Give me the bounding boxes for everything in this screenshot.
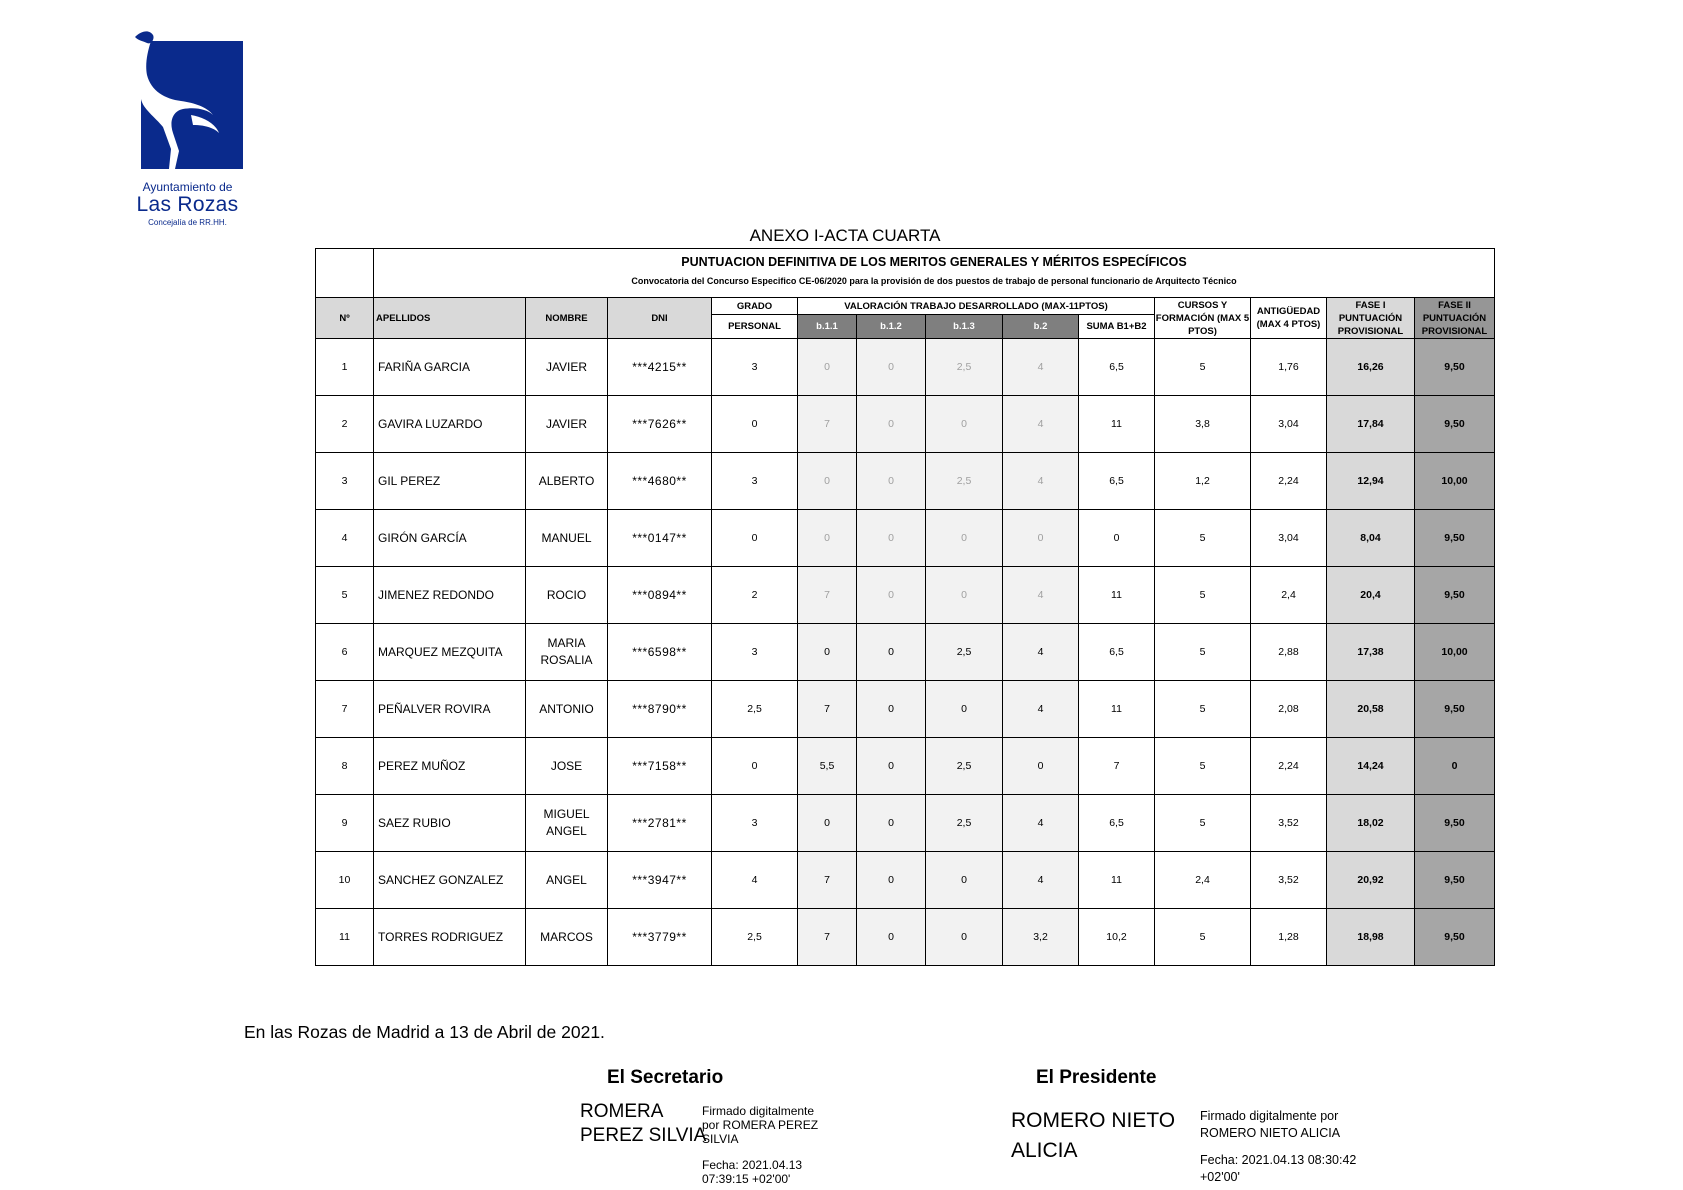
cell-b2: 4 <box>1003 852 1079 909</box>
cell-antiguedad: 2,4 <box>1251 567 1327 624</box>
cell-fase1: 18,02 <box>1327 795 1415 852</box>
header-antiguedad: ANTIGÜEDAD (MAX 4 PTOS) <box>1251 298 1327 339</box>
cell-b13: 2,5 <box>926 624 1003 681</box>
president-note-line-1: Firmado digitalmente por <box>1200 1109 1339 1123</box>
cell-fase1: 20,58 <box>1327 681 1415 738</box>
cell-fase1: 14,24 <box>1327 738 1415 795</box>
cell-b13: 2,5 <box>926 453 1003 510</box>
cell-fase2: 9,50 <box>1415 396 1495 453</box>
cell-personal: 0 <box>712 738 798 795</box>
header-valoracion: VALORACIÓN TRABAJO DESARROLLADO (MAX-11PTOS) <box>798 298 1155 315</box>
president-note-line-2: ROMERO NIETO ALICIA <box>1200 1126 1341 1140</box>
cell-dni: ***3779** <box>608 909 712 966</box>
cell-personal: 3 <box>712 339 798 396</box>
cell-apellidos: GIRÓN GARCÍA <box>374 510 526 567</box>
cell-personal: 0 <box>712 510 798 567</box>
cell-b11: 7 <box>798 681 857 738</box>
cell-apellidos: GIL PEREZ <box>374 453 526 510</box>
cell-apellidos: SANCHEZ GONZALEZ <box>374 852 526 909</box>
cell-b13: 2,5 <box>926 339 1003 396</box>
header-n: Nº <box>316 298 374 339</box>
cell-suma: 7 <box>1079 738 1155 795</box>
secretary-note-line-2: por ROMERA PEREZ <box>702 1118 819 1132</box>
cell-n: 1 <box>316 339 374 396</box>
cell-personal: 4 <box>712 852 798 909</box>
cell-n: 3 <box>316 453 374 510</box>
cell-suma: 11 <box>1079 852 1155 909</box>
cell-b11: 0 <box>798 795 857 852</box>
secretary-note-line-3: SILVIA <box>702 1132 739 1146</box>
cell-b12: 0 <box>857 510 926 567</box>
cell-b13: 0 <box>926 909 1003 966</box>
logo-line-3: Concejalía de RR.HH. <box>148 218 227 227</box>
cell-apellidos: MARQUEZ MEZQUITA <box>374 624 526 681</box>
table-main-title: PUNTUACION DEFINITIVA DE LOS MERITOS GENERALES Y MÉRITOS ESPECÍFICOS <box>374 249 1495 272</box>
secretary-name-line-2: PEREZ SILVIA <box>580 1125 707 1146</box>
table-row <box>316 453 1495 510</box>
cell-apellidos: PEÑALVER ROVIRA <box>374 681 526 738</box>
cell-nombre: MANUEL <box>526 510 608 567</box>
title-blank-cell <box>316 249 374 298</box>
cell-fase2: 9,50 <box>1415 567 1495 624</box>
cell-apellidos: FARIÑA GARCIA <box>374 339 526 396</box>
table-header <box>316 249 1495 339</box>
cell-apellidos: JIMENEZ REDONDO <box>374 567 526 624</box>
cell-fase1: 17,38 <box>1327 624 1415 681</box>
cell-b2: 4 <box>1003 453 1079 510</box>
cell-b2: 4 <box>1003 795 1079 852</box>
cell-nombre: ANGEL <box>526 852 608 909</box>
cell-nombre: ANTONIO <box>526 681 608 738</box>
cell-dni: ***8790** <box>608 681 712 738</box>
cell-b13: 0 <box>926 567 1003 624</box>
cell-fase2: 9,50 <box>1415 510 1495 567</box>
annex-title: ANEXO I-ACTA CUARTA <box>749 226 941 245</box>
cell-cursos: 5 <box>1155 909 1251 966</box>
cell-b2: 4 <box>1003 396 1079 453</box>
cell-personal: 2 <box>712 567 798 624</box>
cell-fase2: 9,50 <box>1415 909 1495 966</box>
cell-apellidos: TORRES RODRIGUEZ <box>374 909 526 966</box>
scores-table <box>315 248 1495 966</box>
cell-b13: 0 <box>926 681 1003 738</box>
cell-dni: ***0894** <box>608 567 712 624</box>
cell-cursos: 5 <box>1155 795 1251 852</box>
cell-b11: 0 <box>798 624 857 681</box>
cell-nombre: JAVIER <box>526 339 608 396</box>
cell-fase2: 9,50 <box>1415 795 1495 852</box>
cell-fase2: 9,50 <box>1415 681 1495 738</box>
cell-cursos: 2,4 <box>1155 852 1251 909</box>
cell-b12: 0 <box>857 852 926 909</box>
cell-personal: 2,5 <box>712 909 798 966</box>
cell-dni: ***2781** <box>608 795 712 852</box>
secretary-date-line-2: 07:39:15 +02'00' <box>702 1172 791 1186</box>
president-title: El Presidente <box>1036 1067 1157 1088</box>
cell-n: 5 <box>316 567 374 624</box>
cell-antiguedad: 3,52 <box>1251 852 1327 909</box>
cell-b12: 0 <box>857 738 926 795</box>
cell-b11: 7 <box>798 909 857 966</box>
cell-nombre: JOSE <box>526 738 608 795</box>
cell-apellidos: GAVIRA LUZARDO <box>374 396 526 453</box>
cell-nombre: MARIA ROSALIA <box>526 624 608 681</box>
cell-b11: 0 <box>798 453 857 510</box>
cell-fase2: 9,50 <box>1415 852 1495 909</box>
table-row <box>316 738 1495 795</box>
cell-fase2: 0 <box>1415 738 1495 795</box>
cell-dni: ***7626** <box>608 396 712 453</box>
cell-personal: 3 <box>712 624 798 681</box>
president-name-line-1: ROMERO NIETO <box>1011 1109 1176 1132</box>
cell-antiguedad: 3,52 <box>1251 795 1327 852</box>
president-signature-note <box>1200 1108 1356 1186</box>
cell-b2: 4 <box>1003 567 1079 624</box>
president-date-line-2: +02'00' <box>1200 1170 1240 1184</box>
cell-dni: ***3947** <box>608 852 712 909</box>
header-cursos: CURSOS Y FORMACIÓN (MAX 5 PTOS) <box>1155 299 1250 337</box>
cell-b2: 0 <box>1003 738 1079 795</box>
cell-b12: 0 <box>857 567 926 624</box>
cell-n: 10 <box>316 852 374 909</box>
cell-n: 6 <box>316 624 374 681</box>
header-b11: b.1.1 <box>798 315 857 339</box>
cell-fase2: 9,50 <box>1415 339 1495 396</box>
cell-b12: 0 <box>857 339 926 396</box>
cell-cursos: 5 <box>1155 510 1251 567</box>
cell-dni: ***4680** <box>608 453 712 510</box>
cell-apellidos: PEREZ MUÑOZ <box>374 738 526 795</box>
cell-fase1: 12,94 <box>1327 453 1415 510</box>
cell-suma: 11 <box>1079 567 1155 624</box>
cell-b2: 4 <box>1003 624 1079 681</box>
cell-antiguedad: 2,08 <box>1251 681 1327 738</box>
table-row <box>316 909 1495 966</box>
cell-cursos: 5 <box>1155 339 1251 396</box>
cell-b11: 0 <box>798 339 857 396</box>
header-b2: b.2 <box>1003 315 1079 339</box>
cell-cursos: 5 <box>1155 567 1251 624</box>
secretary-date-line-1: Fecha: 2021.04.13 <box>702 1158 803 1172</box>
cell-nombre: ALBERTO <box>526 453 608 510</box>
cell-antiguedad: 2,24 <box>1251 738 1327 795</box>
cell-b2: 3,2 <box>1003 909 1079 966</box>
table-row <box>316 510 1495 567</box>
header-personal: PERSONAL <box>712 315 798 339</box>
cell-cursos: 5 <box>1155 738 1251 795</box>
logo-line-2: Las Rozas <box>136 193 239 216</box>
cell-personal: 0 <box>712 396 798 453</box>
president-signature-name <box>1011 1106 1175 1166</box>
cell-apellidos: SAEZ RUBIO <box>374 795 526 852</box>
cell-b11: 7 <box>798 567 857 624</box>
cell-suma: 0 <box>1079 510 1155 567</box>
cell-antiguedad: 2,24 <box>1251 453 1327 510</box>
cell-antiguedad: 1,28 <box>1251 909 1327 966</box>
cell-dni: ***0147** <box>608 510 712 567</box>
logo <box>125 25 250 225</box>
header-fase2: FASE II PUNTUACIÓN PROVISIONAL <box>1415 298 1495 339</box>
secretary-signature-name <box>580 1100 706 1148</box>
cell-b11: 0 <box>798 510 857 567</box>
cell-b13: 0 <box>926 396 1003 453</box>
cell-b2: 4 <box>1003 339 1079 396</box>
cell-nombre: MARCOS <box>526 909 608 966</box>
secretary-note-line-1: Firmado digitalmente <box>702 1104 815 1118</box>
cell-cursos: 5 <box>1155 681 1251 738</box>
table-row <box>316 795 1495 852</box>
table-row <box>316 396 1495 453</box>
cell-suma: 6,5 <box>1079 453 1155 510</box>
cell-antiguedad: 3,04 <box>1251 510 1327 567</box>
cell-b12: 0 <box>857 909 926 966</box>
cell-cursos: 3,8 <box>1155 396 1251 453</box>
cell-fase2: 10,00 <box>1415 624 1495 681</box>
header-dni: DNI <box>608 298 712 339</box>
table-row <box>316 567 1495 624</box>
table-row <box>316 624 1495 681</box>
cell-suma: 10,2 <box>1079 909 1155 966</box>
table-body <box>316 339 1495 966</box>
cell-suma: 11 <box>1079 396 1155 453</box>
place-date: En las Rozas de Madrid a 13 de Abril de 2021. <box>244 1022 605 1042</box>
cell-fase1: 17,84 <box>1327 396 1415 453</box>
cell-n: 9 <box>316 795 374 852</box>
cell-b12: 0 <box>857 681 926 738</box>
header-fase1: FASE I PUNTUACIÓN PROVISIONAL <box>1327 298 1415 339</box>
cell-antiguedad: 2,88 <box>1251 624 1327 681</box>
cell-b11: 7 <box>798 396 857 453</box>
header-b13: b.1.3 <box>926 315 1003 339</box>
header-suma: SUMA B1+B2 <box>1079 315 1155 339</box>
cell-dni: ***7158** <box>608 738 712 795</box>
table-row <box>316 339 1495 396</box>
cell-b12: 0 <box>857 624 926 681</box>
secretary-name-line-1: ROMERA <box>580 1101 664 1122</box>
cell-antiguedad: 3,04 <box>1251 396 1327 453</box>
heron-logo-icon <box>133 29 243 169</box>
cell-nombre: JAVIER <box>526 396 608 453</box>
cell-nombre: ROCIO <box>526 567 608 624</box>
president-name-line-2: ALICIA <box>1011 1139 1078 1162</box>
cell-b2: 4 <box>1003 681 1079 738</box>
cell-cursos: 5 <box>1155 624 1251 681</box>
cell-b11: 5,5 <box>798 738 857 795</box>
header-b12: b.1.2 <box>857 315 926 339</box>
cell-n: 8 <box>316 738 374 795</box>
cell-dni: ***6598** <box>608 624 712 681</box>
table-subtitle: Convocatoria del Concurso Especifico CE-06/2020 para la provisión de dos puestos de trabajo de personal funcionario de Arquitecto Técnico <box>374 272 1495 298</box>
cell-b12: 0 <box>857 453 926 510</box>
cell-personal: 3 <box>712 795 798 852</box>
cell-b12: 0 <box>857 795 926 852</box>
cell-nombre: MIGUEL ANGEL <box>526 795 608 852</box>
cell-dni: ***4215** <box>608 339 712 396</box>
header-apellidos: APELLIDOS <box>374 298 526 339</box>
cell-b13: 0 <box>926 510 1003 567</box>
cell-fase2: 10,00 <box>1415 453 1495 510</box>
cell-b13: 2,5 <box>926 795 1003 852</box>
cell-suma: 6,5 <box>1079 624 1155 681</box>
cell-n: 11 <box>316 909 374 966</box>
logo-line-1: Ayuntamiento de <box>142 180 233 194</box>
table-row <box>316 681 1495 738</box>
cell-b13: 0 <box>926 852 1003 909</box>
cell-fase1: 20,4 <box>1327 567 1415 624</box>
header-grado: GRADO <box>712 298 798 315</box>
cell-b12: 0 <box>857 396 926 453</box>
cell-personal: 3 <box>712 453 798 510</box>
cell-fase1: 8,04 <box>1327 510 1415 567</box>
secretary-title: El Secretario <box>607 1067 724 1088</box>
secretary-signature-note <box>702 1104 818 1186</box>
table-row <box>316 852 1495 909</box>
cell-cursos: 1,2 <box>1155 453 1251 510</box>
cell-n: 7 <box>316 681 374 738</box>
scores-table-wrapper <box>315 248 1495 966</box>
cell-suma: 6,5 <box>1079 339 1155 396</box>
cell-b2: 0 <box>1003 510 1079 567</box>
cell-suma: 11 <box>1079 681 1155 738</box>
cell-n: 2 <box>316 396 374 453</box>
cell-fase1: 16,26 <box>1327 339 1415 396</box>
header-nombre: NOMBRE <box>526 298 608 339</box>
cell-suma: 6,5 <box>1079 795 1155 852</box>
cell-fase1: 20,92 <box>1327 852 1415 909</box>
cell-n: 4 <box>316 510 374 567</box>
president-date-line-1: Fecha: 2021.04.13 08:30:42 <box>1200 1153 1357 1167</box>
cell-b11: 7 <box>798 852 857 909</box>
cell-antiguedad: 1,76 <box>1251 339 1327 396</box>
cell-fase1: 18,98 <box>1327 909 1415 966</box>
cell-personal: 2,5 <box>712 681 798 738</box>
cell-b13: 2,5 <box>926 738 1003 795</box>
